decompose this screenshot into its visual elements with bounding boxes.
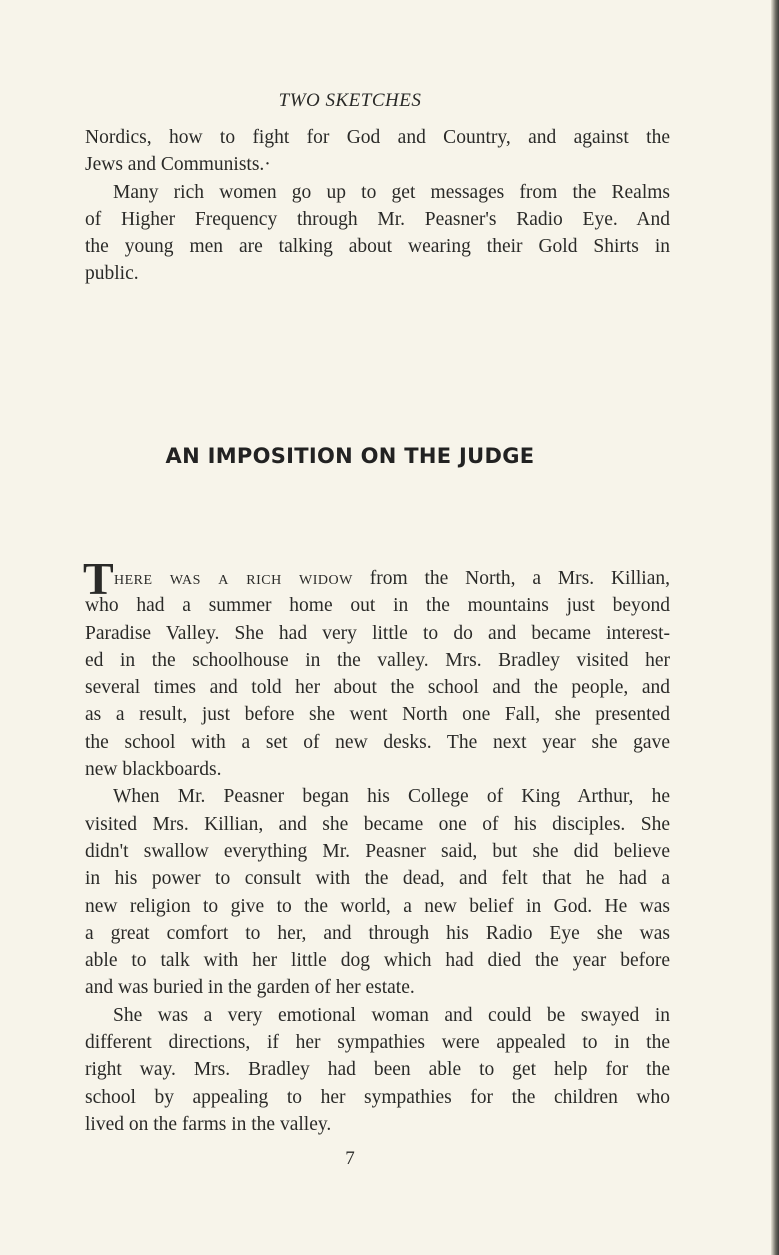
text-line: new blackboards. [85, 759, 222, 781]
chapter-title: AN IMPOSITION ON THE JUDGE [165, 444, 535, 468]
text-line: several times and told her about the school and the people, and [85, 677, 670, 699]
text-line: Nordics, how to fight for God and Country, and against the [85, 127, 670, 148]
chapter-text [83, 553, 670, 1138]
small-caps-opening: here was a rich widow [114, 568, 353, 589]
text-line: a great comfort to her, and through his Radio Eye she was [85, 922, 670, 944]
text-line: right way. Mrs. Bradley had been able to get help for the [85, 1059, 670, 1081]
first-line [85, 565, 670, 592]
text-line: the young men are talking about wearing their Gold Shirts in [85, 236, 670, 258]
text-line: lived on the farms in the valley. [85, 1113, 332, 1135]
text-line: public. [85, 263, 139, 285]
text-line: Jews and Communists.· [85, 154, 271, 176]
text-line: didn't swallow everything Mr. Peasner said, but she did believe [85, 840, 670, 862]
drop-cap: T [83, 553, 114, 604]
text-line: able to talk with her little dog which had died the year before [85, 950, 670, 972]
text-line: ed in the schoolhouse in the valley. Mrs. Bradley visited her [85, 649, 670, 671]
text-line: and was buried in the garden of her estate. [85, 977, 415, 999]
text-line: of Higher Frequency through Mr. Peasner's Radio Eye. And [85, 208, 670, 230]
text-line: as a result, just before she went North one Fall, she presented [85, 704, 670, 726]
text-line: school by appealing to her sympathies for the children who [85, 1086, 670, 1108]
text-line: Many rich women go up to get messages from the Realms [113, 181, 670, 203]
running-head: TWO SKETCHES [278, 90, 422, 111]
text-line: She was a very emotional woman and could be swayed in [113, 1004, 670, 1026]
text-line: the school with a set of new desks. The next year she gave [85, 731, 670, 753]
text-line: in his power to consult with the dead, and felt that he had a [85, 868, 670, 890]
text-line: visited Mrs. Killian, and she became one of his disciples. She [85, 813, 670, 835]
text-line: different directions, if her sympathies were appealed to in the [85, 1032, 670, 1054]
text-line: Paradise Valley. She had very little to do and became interest- [85, 622, 670, 644]
page-number: 7 [345, 1148, 355, 1169]
text-line: new religion to give to the world, a new belief in God. He was [85, 895, 670, 917]
continuation-text [85, 124, 670, 288]
first-line-rest: from the North, a Mrs. Killian, [352, 568, 670, 589]
text-line: who had a summer home out in the mountains just beyond [85, 595, 670, 617]
page-edge-shadow [771, 0, 779, 1255]
text-line: When Mr. Peasner began his College of King Arthur, he [113, 786, 670, 808]
